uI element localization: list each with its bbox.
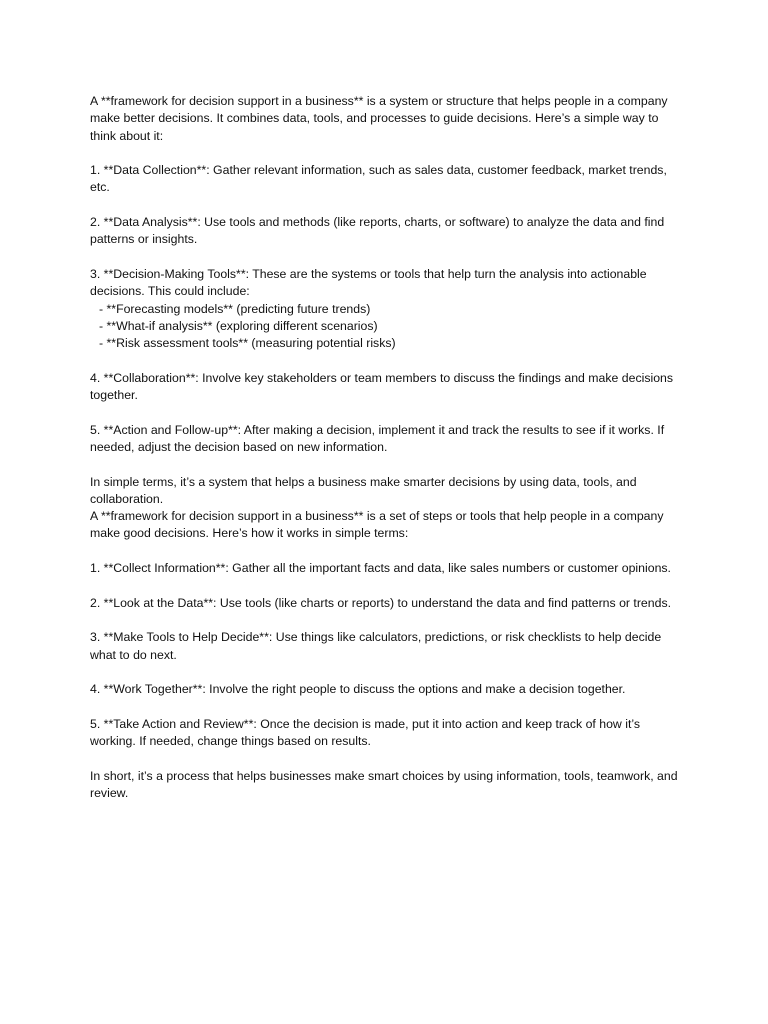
section2-item-4: 4. **Work Together**: Involve the right people to discuss the options and make a decision together. [90, 682, 626, 697]
section2-intro: A **framework for decision support in a business** is a set of steps or tools that help people in a company make good decisions. Here’s how it works in simple terms: [90, 509, 667, 541]
section1-sub-list [90, 301, 680, 353]
section1-item-1: 1. **Data Collection**: Gather relevant information, such as sales data, customer feedback, market trends, etc. [90, 163, 671, 195]
section1-item-4: 4. **Collaboration**: Involve key stakeholders or team members to discuss the findings and make decisions together. [90, 370, 677, 403]
section2-item-1: 1. **Collect Information**: Gather all the important facts and data, like sales numbers or customer opinions. [90, 561, 671, 576]
document-page [90, 93, 680, 819]
section1-intro: A **framework for decision support in a business** is a system or structure that helps people in a company make better decisions. It combines data, tools, and processes to guide decisions. Here’s a simple way to think about it: [90, 94, 671, 143]
list-item: - **What-if analysis** (exploring different scenarios) [99, 318, 378, 333]
list-item: - **Risk assessment tools** (measuring potential risks) [99, 336, 396, 351]
section1-summary: In simple terms, it’s a system that helps a business make smarter decisions by using data, tools, and collaboration. [90, 474, 640, 506]
section2-item-2: 2. **Look at the Data**: Use tools (like charts or reports) to understand the data and find patterns or trends. [90, 595, 672, 610]
section2-item-3: 3. **Make Tools to Help Decide**: Use things like calculators, predictions, or risk checklists to help decide what to do next. [90, 630, 665, 662]
section1-item-2: 2. **Data Analysis**: Use tools and methods (like reports, charts, or software) to analyze the data and find patterns or insights. [90, 215, 668, 247]
section2-summary: In short, it’s a process that helps businesses make smart choices by using information, tools, teamwork, and review. [90, 768, 681, 800]
section1-item-3: 3. **Decision-Making Tools**: These are the systems or tools that help turn the analysis into actionable decisions. This could include: [90, 266, 651, 299]
section2-item-5: 5. **Take Action and Review**: Once the decision is made, put it into action and keep track of how it’s working. If needed, change things based on results. [90, 716, 644, 748]
list-item: - **Forecasting models** (predicting future trends) [99, 301, 371, 316]
section1-item-5: 5. **Action and Follow-up**: After making a decision, implement it and track the results to see if it works. If needed, adjust the decision based on new information. [90, 422, 668, 454]
